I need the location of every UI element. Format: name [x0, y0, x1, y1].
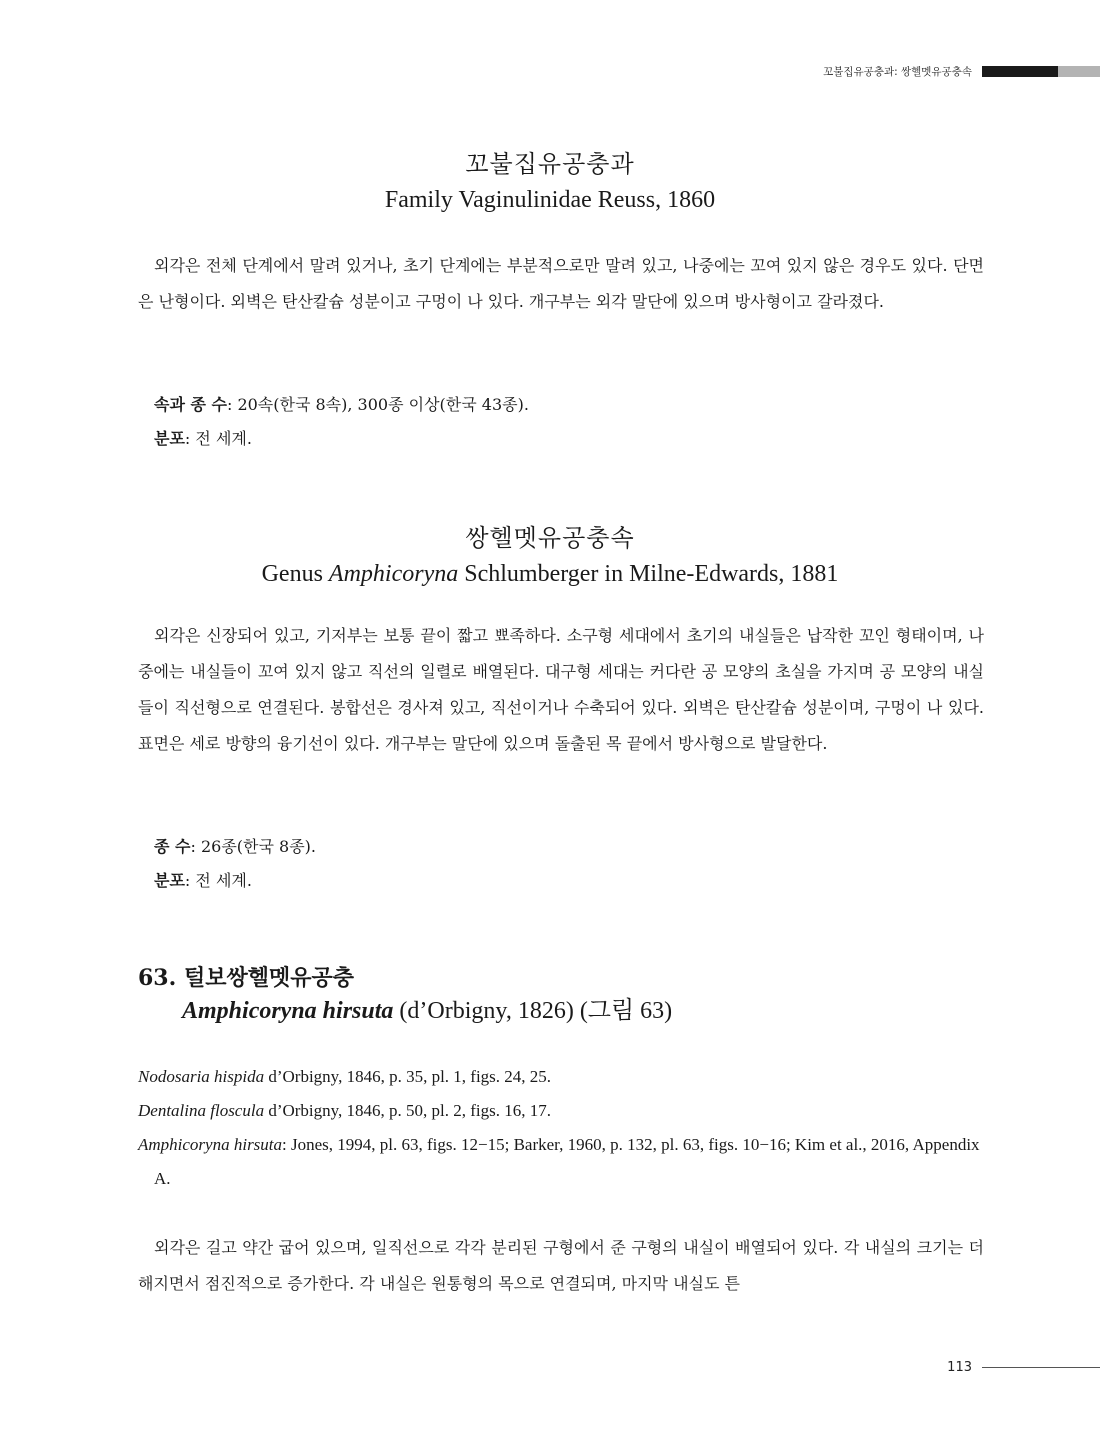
genus-distribution-value: : 전 세계.: [184, 871, 252, 890]
synonym-entry: [138, 1128, 984, 1196]
running-header: [823, 64, 1100, 78]
family-distribution-value: : 전 세계.: [184, 429, 252, 448]
species-korean-line: [138, 962, 672, 994]
family-count-value: : 20속(한국 8속), 300종 이상(한국 43종).: [226, 395, 529, 414]
genus-count-label: 종 수: [154, 837, 191, 856]
family-title: [0, 146, 1100, 218]
running-header-text: 꼬불집유공충과: 쌍헬멧유공충속: [823, 65, 972, 78]
family-latin-name: Family Vaginulinidae Reuss, 1860: [384, 187, 716, 213]
header-bar-dark: [982, 66, 1058, 77]
species-korean-name: 털보쌍헬멧유공충: [183, 965, 354, 991]
page-footer: [947, 1360, 1100, 1375]
genus-count-value: : 26종(한국 8종).: [190, 837, 316, 856]
species-heading: [138, 962, 672, 1028]
genus-count-row: [154, 830, 316, 864]
family-korean-name: 꼬불집유공충과: [465, 150, 635, 178]
synonym-name: Dentalina floscula: [138, 1101, 265, 1120]
genus-latin-genus: Amphicoryna: [328, 561, 459, 587]
species-description: 외각은 길고 약간 굽어 있으며, 일직선으로 각각 분리된 구형에서 준 구형의 내실이 배열되어 있다. 각 내실의 크기는 더해지면서 점진적으로 증가한다. 각 내실은 원통형의 목으로 연결되며, 마지막 내실도 튼: [138, 1238, 984, 1293]
header-bar-gray: [1058, 66, 1100, 77]
genus-distribution-label: 분포: [154, 871, 185, 890]
family-description: 외각은 전체 단계에서 말려 있거나, 초기 단계에는 부분적으로만 말려 있고, 나중에는 꼬여 있지 않은 경우도 있다. 단면은 난형이다. 외벽은 탄산칼슘 성분이고 구멍이 나 있다. 개구부는 외각 말단에 있으며 방사형이고 갈라졌다.: [138, 256, 984, 311]
synonym-name: Nodosaria hispida: [138, 1067, 265, 1086]
species-scientific-line: [138, 994, 672, 1028]
genus-latin-suffix: Schlumberger in Milne-Edwards, 1881: [458, 561, 839, 587]
genus-description: 외각은 신장되어 있고, 기저부는 보통 끝이 짧고 뾰족하다. 소구형 세대에서 초기의 내실들은 납작한 꼬인 형태이며, 나중에는 내실들이 꼬여 있지 않고 직선의 일렬로 배열된다. 대구형 세대는 커다란 공 모양의 초실을 가지며 공 모양의 내실들이 직선형으로 연결된다. 봉합선은 경사져 있고, 직선이거나 수축되어 있다. 외벽은 탄산칼슘 성분이며, 구멍이 나 있다. 표면은 세로 방향의 융기선이 있다. 개구부는 말단에 있으며 돌출된 목 끝에서 방사형으로 발달한다.: [138, 626, 984, 753]
footer-rule: [982, 1367, 1100, 1368]
family-distribution-label: 분포: [154, 429, 185, 448]
synonym-name: Amphicoryna hirsuta: [138, 1135, 283, 1154]
synonym-reference: : Jones, 1994, pl. 63, figs. 12−15; Barker, 1960, p. 132, pl. 63, figs. 10−16; Kim et al., 2016, Appendix A.: [154, 1135, 980, 1188]
genus-latin-prefix: Genus: [261, 561, 329, 587]
synonym-reference: d’Orbigny, 1846, p. 35, pl. 1, figs. 24, 25.: [264, 1067, 552, 1086]
family-distribution-row: [154, 422, 529, 456]
genus-korean-name: 쌍헬멧유공충속: [465, 524, 635, 552]
genus-info: [154, 830, 316, 898]
synonym-entry: [138, 1094, 984, 1128]
synonym-entry: [138, 1060, 984, 1094]
genus-latin-name: [0, 556, 1100, 592]
family-info: [154, 388, 529, 456]
synonym-reference: d’Orbigny, 1846, p. 50, pl. 2, figs. 16, 17.: [264, 1101, 552, 1120]
genus-title: [0, 520, 1100, 592]
species-scientific-name: Amphicoryna hirsuta: [182, 998, 394, 1024]
page-number: 113: [947, 1360, 972, 1375]
species-authority: (d’Orbigny, 1826) (그림 63): [393, 998, 673, 1024]
family-count-label: 속과 종 수: [154, 395, 227, 414]
genus-distribution-row: [154, 864, 316, 898]
species-number: 63.: [138, 965, 177, 991]
synonym-list: [138, 1060, 984, 1196]
family-count-row: [154, 388, 529, 422]
